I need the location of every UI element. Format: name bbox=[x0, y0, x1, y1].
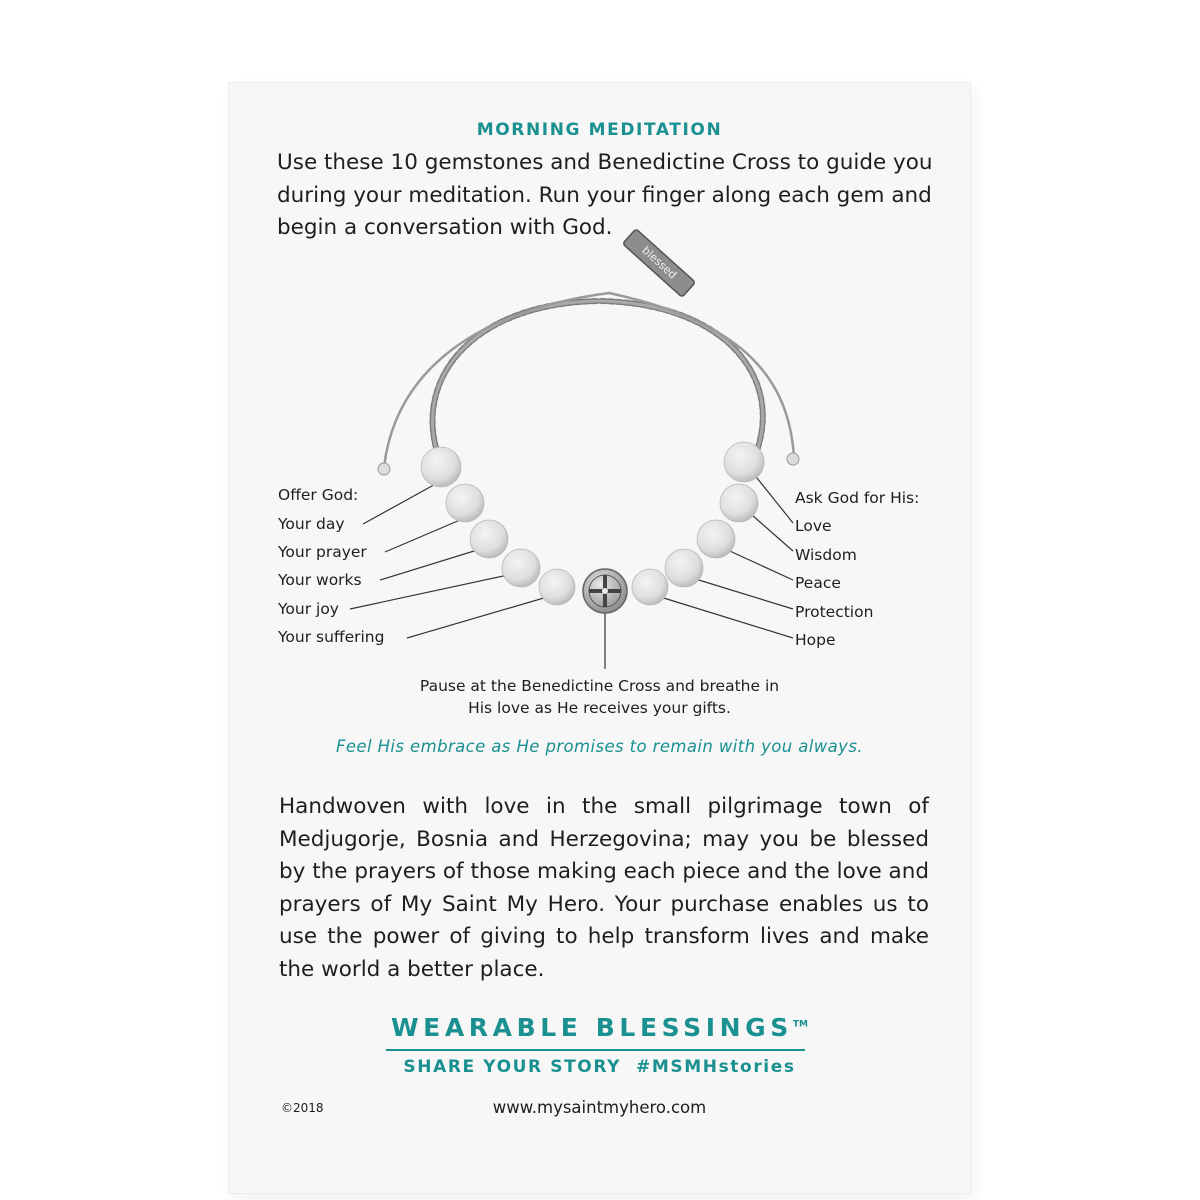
brand-name: WEARABLE BLESSINGS bbox=[391, 1013, 793, 1042]
tag-engraving: blessed bbox=[639, 243, 680, 282]
pause-line-1: Pause at the Benedictine Cross and breathe in bbox=[419, 677, 780, 695]
intro-paragraph: Use these 10 gemstones and Benedictine Cross to guide you during your meditation. Run your finger along each gem and begin a conversation with God. bbox=[277, 150, 933, 240]
ask-heading: Ask God for His: bbox=[795, 489, 920, 507]
brand-divider bbox=[386, 1049, 805, 1051]
gem-right-2 bbox=[720, 484, 758, 522]
gem-left-1 bbox=[421, 447, 461, 487]
offer-item-prayer: Your prayer bbox=[278, 543, 367, 561]
gem-right-3 bbox=[697, 520, 735, 558]
gem-right-5 bbox=[632, 569, 668, 605]
ask-item-peace: Peace bbox=[795, 574, 841, 592]
offer-item-day: Your day bbox=[278, 515, 345, 533]
cord bbox=[384, 293, 794, 467]
offer-item-suffering: Your suffering bbox=[278, 628, 385, 646]
ask-item-love: Love bbox=[795, 517, 832, 535]
gem-left-2 bbox=[446, 484, 484, 522]
body-paragraph: Handwoven with love in the small pilgrimage town of Medjugorje, Bosnia and Herzegovina; may you be blessed by the prayers of those making each piece and the love and prayers of My Saint My Hero. Your purchase enables us to use the power of giving to help transform lives and make the world a better place. bbox=[279, 794, 929, 982]
ask-item-hope: Hope bbox=[795, 631, 836, 649]
website-url: www.mysaintmyhero.com bbox=[492, 1098, 707, 1117]
gem-right-4 bbox=[665, 549, 703, 587]
gem-right-1 bbox=[724, 442, 764, 482]
tagline: SHARE YOUR STORY #MSMHstories bbox=[403, 1057, 796, 1077]
pause-caption bbox=[229, 675, 970, 719]
info-card bbox=[229, 83, 970, 1193]
trademark-mark: TM bbox=[792, 1019, 808, 1030]
offer-heading: Offer God: bbox=[278, 486, 359, 504]
ask-item-wisdom: Wisdom bbox=[795, 546, 857, 564]
ask-item-protection: Protection bbox=[795, 603, 874, 621]
cord-end-bead-right bbox=[787, 453, 799, 465]
gem-left-3 bbox=[470, 520, 508, 558]
pause-line-2: His love as He receives your gifts. bbox=[468, 699, 731, 717]
copyright: ©2018 bbox=[281, 1101, 324, 1115]
cord-end-bead-left bbox=[378, 463, 390, 475]
embrace-line: Feel His embrace as He promises to remain with you always. bbox=[335, 737, 863, 756]
gem-left-4 bbox=[502, 549, 540, 587]
card-title: MORNING MEDITATION bbox=[476, 120, 723, 140]
bracelet-diagram bbox=[229, 83, 970, 683]
benedictine-cross-icon bbox=[583, 569, 627, 613]
brand-title bbox=[229, 1013, 970, 1042]
offer-item-works: Your works bbox=[278, 571, 362, 589]
offer-item-joy: Your joy bbox=[278, 600, 339, 618]
gem-left-5 bbox=[539, 569, 575, 605]
blessed-tag-icon bbox=[623, 229, 696, 297]
